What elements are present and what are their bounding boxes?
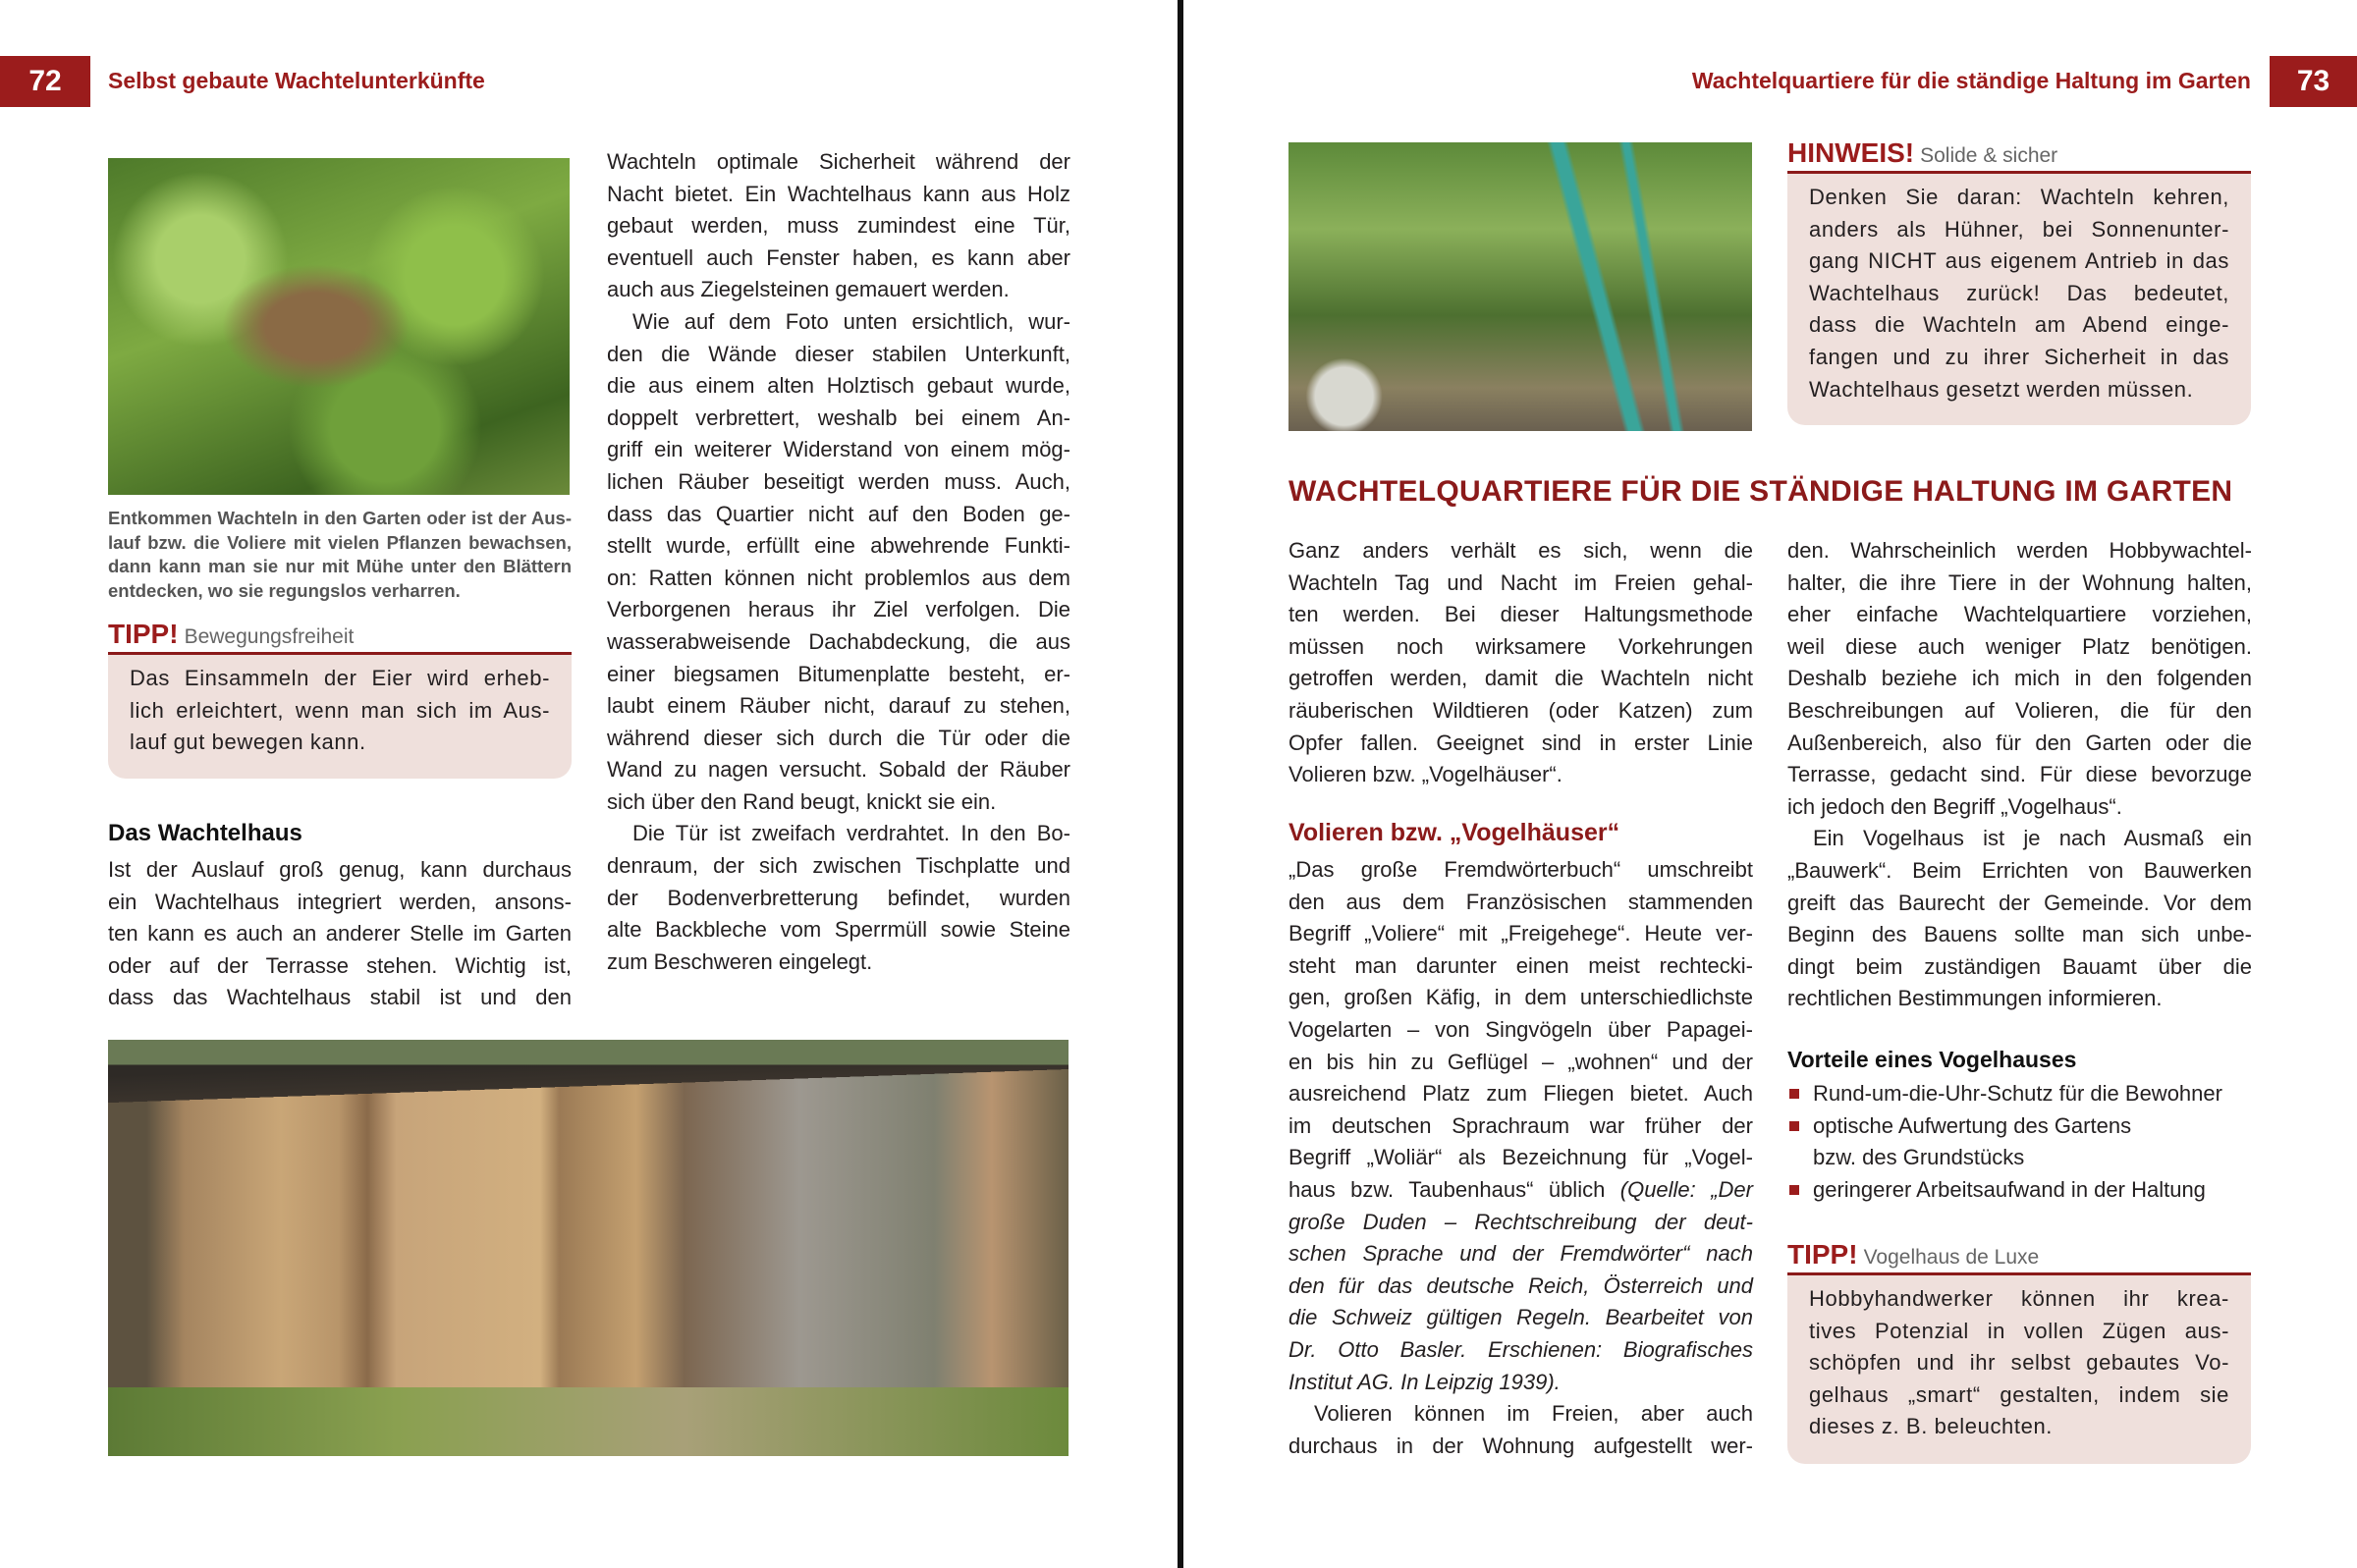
- text-line: weil diese auch weniger Platz benötigen.: [1787, 633, 2252, 659]
- italic-citation: die Schweiz gültigen Regeln. Bearbeitet von: [1288, 1305, 1753, 1330]
- text-line: dieses z. B. beleuchten.: [1809, 1414, 2053, 1439]
- left-column-2-text: [607, 146, 1070, 978]
- text-line: [1288, 1271, 1753, 1303]
- text-line: Opfer fallen. Geeignet sind in erster Linie: [1288, 730, 1753, 755]
- text-line: Außenbereich, also für den Garten oder die: [1787, 730, 2252, 755]
- tipp-body: [108, 655, 572, 779]
- text-line: Volieren bzw. „Vogelhäuser“.: [1288, 762, 1562, 787]
- text-line: den. Wahrscheinlich werden Hobbywachtel-: [1787, 538, 2252, 563]
- text-line: gebaut werden, muss zumindest eine Tür,: [607, 213, 1070, 239]
- text-line: ein Wachtelhaus integriert werden, ansons-: [108, 889, 572, 914]
- text-line: getroffen werden, damit die Wachteln nicht: [1288, 666, 1753, 691]
- text-line: Verborgenen heraus ihr Ziel verfolgen. Die: [607, 597, 1070, 622]
- right-column-1-text: [1288, 854, 1753, 1462]
- section-heading-wachtelhaus: Das Wachtelhaus: [108, 820, 302, 846]
- text-line: denraum, der sich zwischen Tischplatte und: [607, 853, 1070, 879]
- text-line: Denken Sie daran: Wachteln kehren,: [1809, 185, 2229, 209]
- text-line: Ganz anders verhält es sich, wenn die: [1288, 538, 1753, 563]
- text-line: gen, großen Käfig, in dem unterschiedlichste: [1288, 985, 1753, 1010]
- text-line: ausreichend Platz zum Fliegen bietet. Auch: [1288, 1081, 1753, 1107]
- text-line: während dieser sich durch die Tür oder die: [607, 725, 1070, 750]
- text-line: gelhaus „smart“ gestalten, indem sie: [1809, 1381, 2229, 1407]
- text-line: [1288, 1174, 1753, 1207]
- hinweis-keyword: HINWEIS!: [1787, 137, 1915, 168]
- text-line: stellt wurde, erfüllt eine abwehrende Funkti-: [607, 533, 1070, 559]
- text-line: oder auf der Terrasse stehen. Wichtig ist,: [108, 952, 572, 978]
- left-column-1-text: [108, 854, 572, 1014]
- italic-citation: den für das deutsche Reich, Österreich und: [1288, 1272, 1753, 1298]
- text-line: schöpfen und ihr selbst gebautes Vo-: [1809, 1350, 2229, 1376]
- text-line: Beginn des Bauens sollte man sich unbe-: [1787, 922, 2252, 947]
- text-line: Ein Vogelhaus ist je nach Ausmaß ein: [1813, 826, 2252, 851]
- hinweis-body: [1787, 174, 2251, 425]
- text-line: eventuell auch Fenster haben, es kann aber: [607, 244, 1070, 270]
- text-line: dass das Wachtelhaus stabil ist und den: [108, 985, 572, 1010]
- text-line: Entkommen Wachteln in den Garten oder ist der Aus-: [108, 508, 572, 528]
- running-head-right: Wachtelquartiere für die ständige Haltung im Garten: [1691, 68, 2251, 93]
- text-segment: haus bzw. Taubenhaus“ üblich: [1288, 1176, 1620, 1202]
- tipp-keyword: TIPP!: [108, 619, 179, 649]
- text-line: Nacht bietet. Ein Wachtelhaus kann aus Holz: [607, 181, 1070, 206]
- photo-quail-in-plants: [108, 158, 570, 495]
- tipp-box-bewegungsfreiheit: [108, 619, 572, 779]
- running-head-left: Selbst gebaute Wachtelunterkünfte: [108, 68, 485, 93]
- text-line: fangen und zu ihrer Sicherheit in das: [1809, 344, 2229, 369]
- text-line: lauf gut bewegen kann.: [130, 730, 366, 755]
- text-line: Wie auf dem Foto unten ersichtlich, wur-: [632, 308, 1070, 334]
- tipp-header: [1787, 1239, 2251, 1275]
- photo-wooden-quail-house: [108, 1040, 1069, 1456]
- text-line: steht man darunter einen meist rechtecki-: [1288, 952, 1753, 978]
- photo-ground-grass: [108, 1387, 1069, 1456]
- subheading-volieren: Volieren bzw. „Vogelhäuser“: [1288, 819, 1620, 846]
- photo-garden-aviary: [1288, 142, 1752, 431]
- text-line: wasserabweisende Dachabdeckung, die aus: [607, 628, 1070, 654]
- tipp-header: [108, 619, 572, 655]
- text-line: „Das große Fremdwörterbuch“ umschreibt: [1288, 857, 1753, 882]
- text-line: „Bauwerk“. Beim Errichten von Bauwerken: [1787, 857, 2252, 883]
- text-line: laubt einem Räuber nicht, darauf zu stehen,: [607, 693, 1070, 719]
- italic-citation: schen Sprache und der Fremdwörter“ nach: [1288, 1241, 1753, 1267]
- text-line: anders als Hühner, bei Sonnenunter-: [1809, 216, 2229, 242]
- page-gutter-divider: [1178, 0, 1183, 1568]
- text-line: griff ein weiterer Widerstand von einem mög-: [607, 437, 1070, 462]
- text-line: sich über den Rand beugt, knickt sie ein.: [607, 788, 997, 814]
- text-line: doppelt verbrettert, weshalb bei einem An-: [607, 405, 1070, 430]
- italic-citation: (Quelle: „Der: [1619, 1176, 1753, 1202]
- text-line: die aus einem alten Holztisch gebaut wurde,: [607, 373, 1070, 399]
- italic-citation: Institut AG. In Leipzig 1939).: [1288, 1369, 1561, 1394]
- text-line: Beschreibungen auf Volieren, die für den: [1787, 697, 2252, 723]
- text-line: Hobbyhandwerker können ihr krea-: [1809, 1286, 2229, 1311]
- tipp-body: [1787, 1275, 2251, 1464]
- text-line: räuberischen Wildtieren (oder Katzen) zum: [1288, 697, 1753, 723]
- italic-citation: Dr. Otto Basler. Erschienen: Biografisches: [1288, 1336, 1753, 1362]
- text-line: ten werden. Bei dieser Haltungsmethode: [1288, 602, 1753, 627]
- text-line: [1288, 1238, 1753, 1271]
- text-line: halter, die ihre Tiere in der Wohnung halten,: [1787, 569, 2252, 595]
- text-line: lauf bzw. die Voliere mit vielen Pflanzen bewachsen,: [108, 531, 572, 553]
- text-line: den die Wände dieser stabilen Unterkunft,: [607, 341, 1070, 366]
- text-line: lichen Räuber beseitigt werden muss. Auch,: [607, 468, 1070, 494]
- advantage-item: geringerer Arbeitsaufwand in der Haltung: [1787, 1174, 2252, 1207]
- text-line: [1288, 1334, 1753, 1367]
- text-line: Begriff „Woliär“ als Bezeichnung für „Vogel-: [1288, 1145, 1753, 1170]
- text-line: Deshalb beziehe ich mich in den folgenden: [1787, 666, 2252, 691]
- hinweis-header: [1787, 137, 2251, 174]
- text-line: Volieren können im Freien, aber auch: [1314, 1401, 1753, 1427]
- text-line: Wachteln optimale Sicherheit während der: [607, 149, 1070, 174]
- text-line: Wachtelhaus gesetzt werden müssen.: [1809, 376, 2194, 402]
- hinweis-box: [1787, 137, 2251, 425]
- text-line: greift das Baurecht der Gemeinde. Vor dem: [1787, 890, 2252, 915]
- right-column-1-intro: [1288, 535, 1753, 791]
- text-line: en bis hin zu Geflügel – „wohnen“ und der: [1288, 1049, 1753, 1074]
- text-line: gang NICHT aus eigenem Antrieb in das: [1809, 248, 2229, 274]
- text-line: dingt beim zuständigen Bauamt über die: [1787, 953, 2252, 979]
- text-line: lich erleichtert, wenn man sich im Aus-: [130, 697, 550, 723]
- text-line: Begriff „Voliere“ mit „Freigehege“. Heute ver-: [1288, 921, 1753, 946]
- text-line: Terrasse, gedacht sind. Für diese bevorzuge: [1787, 762, 2252, 787]
- text-line: zum Beschweren eingelegt.: [607, 948, 873, 974]
- text-line: tives Potenzial in vollen Zügen aus-: [1809, 1318, 2229, 1343]
- advantage-item: Rund-um-die-Uhr-Schutz für die Bewohner: [1787, 1078, 2252, 1110]
- text-line: alte Backbleche vom Sperrmüll sowie Steine: [607, 917, 1070, 943]
- hinweis-subtitle: Solide & sicher: [1920, 144, 2058, 167]
- text-line: Wand zu nagen versucht. Sobald der Räuber: [607, 757, 1070, 783]
- page-number-left: 72: [0, 56, 90, 107]
- text-line: rechtlichen Bestimmungen informieren.: [1787, 986, 2163, 1011]
- text-line: Wachtelhaus zurück! Das bedeutet,: [1809, 280, 2229, 305]
- text-line: den aus dem Französischen stammenden: [1288, 889, 1753, 914]
- text-line: entdecken, wo sie regungslos verharren.: [108, 579, 461, 601]
- advantages-heading: Vorteile eines Vogelhauses: [1787, 1047, 2077, 1072]
- advantages-list: [1787, 1078, 2252, 1206]
- text-line: Vogelarten – von Singvögeln über Papagei-: [1288, 1016, 1753, 1042]
- text-line: einer biegsamen Bitumenplatte besteht, er-: [607, 661, 1070, 686]
- text-line: eher einfache Wachtelquartiere vorziehen,: [1787, 602, 2252, 627]
- text-line: Wachteln Tag und Nacht im Freien gehal-: [1288, 569, 1753, 595]
- text-line: ich jedoch den Begriff „Vogelhaus“.: [1787, 793, 2122, 819]
- tipp-keyword: TIPP!: [1787, 1239, 1858, 1270]
- text-line: [1288, 1367, 1753, 1399]
- text-line: [1288, 1302, 1753, 1334]
- italic-citation: große Duden – Rechtschreibung der deut-: [1288, 1209, 1753, 1234]
- right-column-2-text: [1787, 535, 2252, 1015]
- text-line: der Bodenverbretterung befindet, wurden: [607, 885, 1070, 910]
- text-line: Ist der Auslauf groß genug, kann durchaus: [108, 857, 572, 882]
- text-line: im deutschen Sprachraum war früher der: [1288, 1112, 1753, 1138]
- text-line: Die Tür ist zweifach verdrahtet. In den Bo-: [632, 821, 1070, 846]
- text-line: dass das Quartier nicht auf den Boden ge-: [607, 501, 1070, 526]
- main-heading: WACHTELQUARTIERE FÜR DIE STÄNDIGE HALTUNG IM GARTEN: [1288, 475, 2233, 508]
- advantage-item: optische Aufwertung des Gartens bzw. des Grundstücks: [1787, 1110, 2147, 1174]
- text-line: müssen noch wirksamere Vorkehrungen: [1288, 633, 1753, 659]
- text-line: dass die Wachteln am Abend einge-: [1809, 312, 2229, 338]
- text-line: ten kann es auch an anderer Stelle im Garten: [108, 921, 572, 946]
- photo-caption: [108, 507, 572, 603]
- tipp-box-vogelhaus: [1787, 1239, 2251, 1464]
- text-line: Das Einsammeln der Eier wird erheb-: [130, 666, 550, 690]
- tipp-subtitle: Bewegungsfreiheit: [184, 625, 355, 648]
- page-number-right: 73: [2270, 56, 2357, 107]
- tipp-subtitle: Vogelhaus de Luxe: [1863, 1246, 2040, 1269]
- text-line: on: Ratten können nicht problemlos aus dem: [607, 565, 1070, 590]
- text-line: durchaus in der Wohnung aufgestellt wer-: [1288, 1433, 1753, 1458]
- text-line: dann kann man sie nur mit Mühe unter den Blättern: [108, 556, 572, 577]
- text-line: auch aus Ziegelsteinen gemauert werden.: [607, 277, 1010, 302]
- text-line: [1288, 1207, 1753, 1239]
